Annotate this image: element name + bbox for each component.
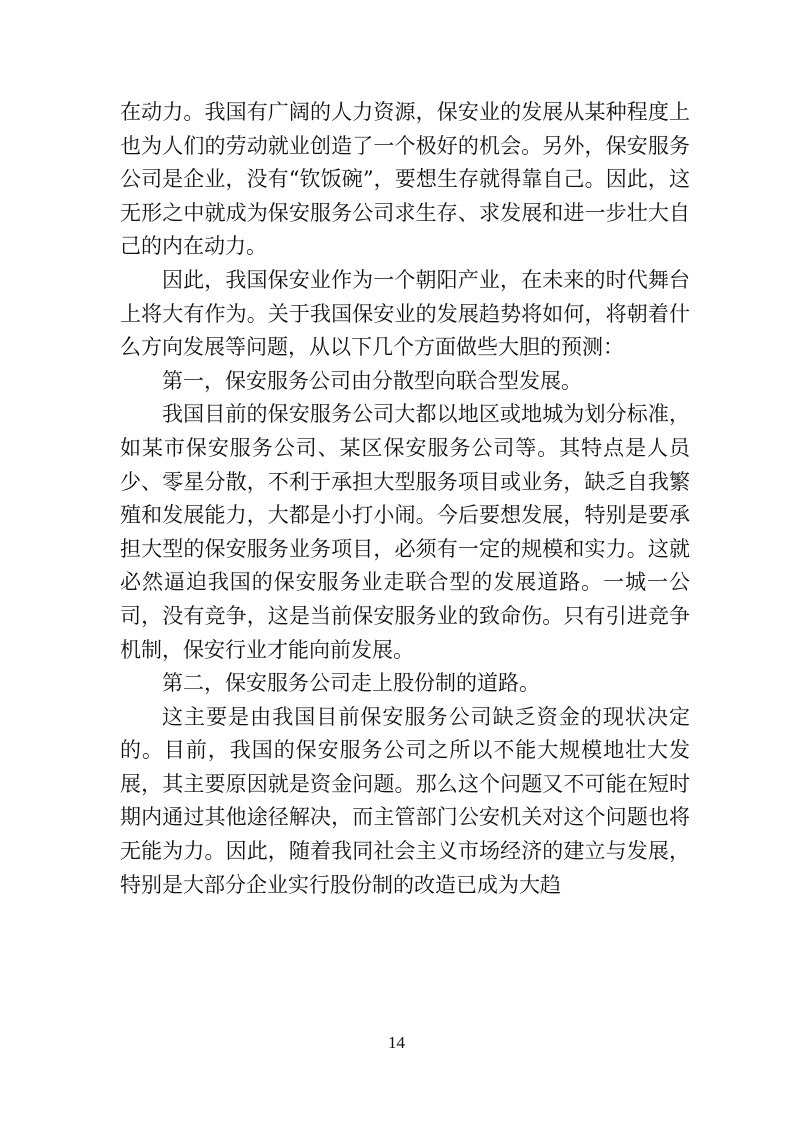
page-number: 14 [388,1033,405,1052]
paragraph-point-one-body: 我国目前的保安服务公司大都以地区或地城为划分标准，如某市保安服务公司、某区保安服务公司等。其特点是人员少、零星分散，不利于承担大型服务项目或业务，缺乏自我繁殖和发展能力，大都是小打小闹。今后要想发展，特别是要承担大型的保安服务业务项目，必须有一定的规模和实力。这就必然逼迫我国的保安服务业走联合型的发展道路。一城一公司，没有竞争，这是当前保安服务业的致命伤。只有引进竞争机制，保安行业才能向前发展。 [120,402,690,662]
paragraph-continued-motivation: 在动力。我国有广阔的人力资源，保安业的发展从某种程度上也为人们的劳动就业创造了一个极好的机会。另外，保安服务公司是企业，没有“钦饭碗”，要想生存就得靠自己。因此，这无形之中就成为保安服务公司求生存、求发展和进一步壮大自己的内在动力。 [120,100,690,259]
paragraph-point-two-heading: 第二，保安服务公司走上股份制的道路。 [162,671,540,696]
paragraph-industry-outlook: 因此，我国保安业作为一个朝阳产业，在未来的时代舞台上将大有作为。关于我国保安业的发展趋势将如何，将朝着什么方向发展等问题，从以下几个方面做些大胆的预测： [120,267,690,360]
paragraph-point-one-heading: 第一，保安服务公司由分散型向联合型发展。 [162,368,582,393]
paragraph-point-two-body: 这主要是由我国目前保安服务公司缺乏资金的现状决定的。目前，我国的保安服务公司之所以不能大规模地壮大发展，其主要原因就是资金问题。那么这个问题又不可能在短时期内通过其他途径解决，而主管部门公安机关对这个问题也将无能为力。因此，随着我同社会主义市场经济的建立与发展，特别是大部分企业实行股份制的改造已成为大趋 [120,704,690,897]
document-body [120,96,690,902]
